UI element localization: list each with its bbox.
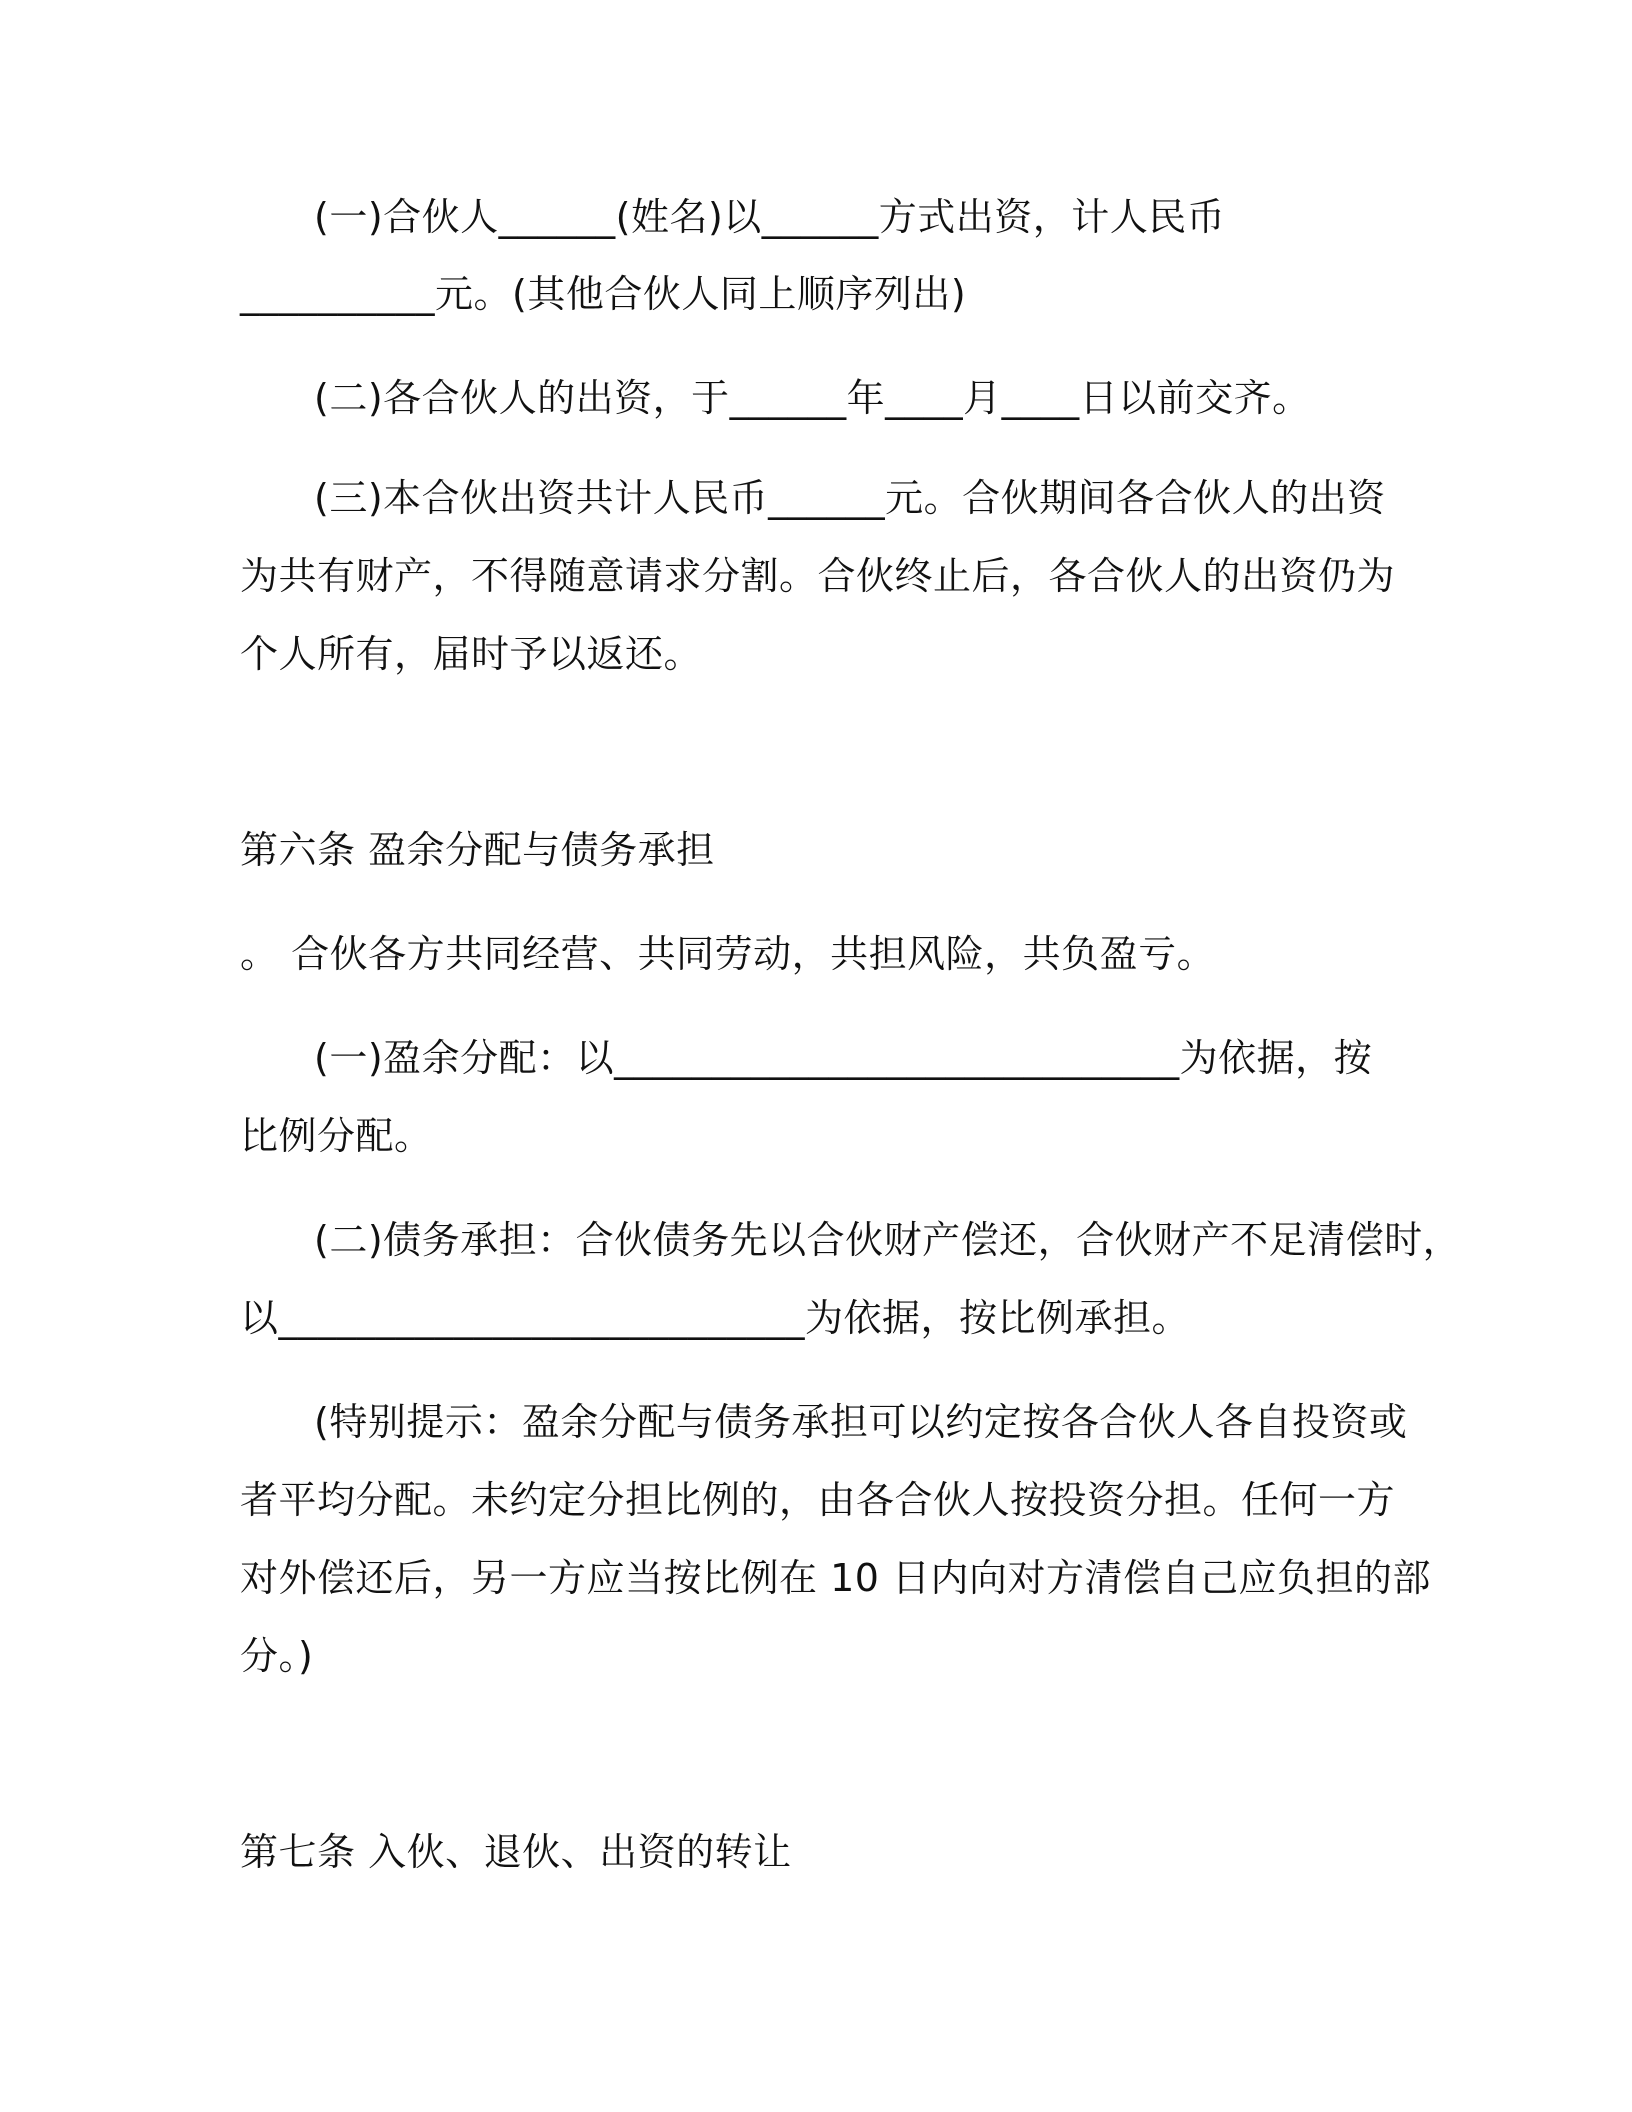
clause-5-item-2: (二)各合伙人的出资，于______年____月____日以前交齐。: [314, 376, 1311, 420]
article-6-heading: 第六条 盈余分配与债务承担: [240, 828, 715, 872]
clause-5-item-1-line-1: (一)合伙人______(姓名)以______方式出资，计人民币: [314, 195, 1226, 239]
article-6-item-1-line-2: 比例分配。: [240, 1114, 433, 1158]
article-6-intro: 。 合伙各方共同经营、共同劳动，共担风险，共负盈亏。: [240, 932, 1216, 976]
clause-5-item-3-line-3: 个人所有，届时予以返还。: [240, 632, 703, 676]
special-note-line-3: 对外偿还后，另一方应当按比例在 10 日内向对方清偿自己应负担的部: [240, 1556, 1432, 1600]
clause-5-item-3-line-1: (三)本合伙出资共计人民币______元。合伙期间各合伙人的出资: [314, 476, 1386, 520]
article-6-item-2-line-1: (二)债务承担：合伙债务先以合伙财产偿还，合伙财产不足清偿时，: [314, 1218, 1462, 1262]
clause-5-item-1-line-2: __________元。(其他合伙人同上顺序列出): [240, 272, 967, 316]
special-note-line-1: (特别提示：盈余分配与债务承担可以约定按各合伙人各自投资或: [314, 1400, 1408, 1444]
special-note-line-4: 分。): [240, 1634, 314, 1678]
clause-5-item-3-line-2: 为共有财产，不得随意请求分割。合伙终止后，各合伙人的出资仍为: [240, 554, 1396, 598]
special-note-line-2: 者平均分配。未约定分担比例的，由各合伙人按投资分担。任何一方: [240, 1478, 1396, 1522]
article-6-item-2-line-2: 以___________________________为依据，按比例承担。: [240, 1296, 1191, 1340]
article-7-heading: 第七条 入伙、退伙、出资的转让: [240, 1830, 792, 1874]
article-6-item-1-line-1: (一)盈余分配：以_____________________________为依据，按: [314, 1036, 1373, 1080]
